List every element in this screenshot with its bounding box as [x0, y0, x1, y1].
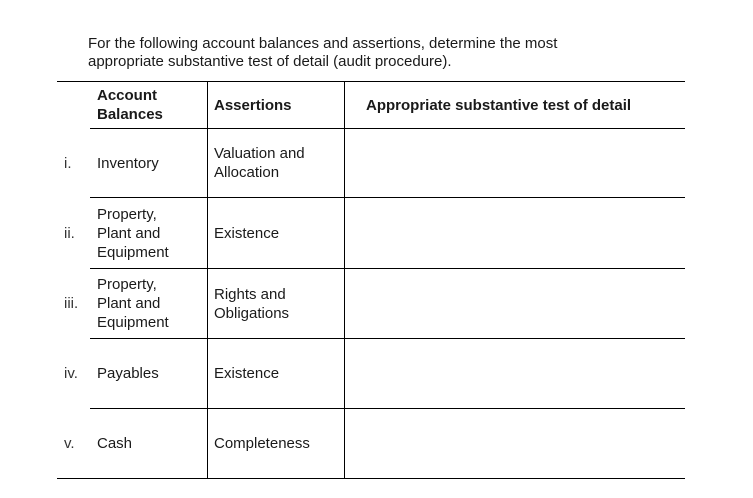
row-number: i. [64, 154, 72, 172]
assertion-cell: Valuation and Allocation [214, 145, 305, 181]
header-account-line-1: Account [97, 87, 157, 104]
header-account-balances [97, 83, 163, 127]
table-bottom-rule [57, 478, 685, 479]
assertion-cell: Rights and Obligations [214, 285, 290, 322]
test-cell[interactable] [346, 198, 684, 268]
intro-line-1: For the following account balances and assertions, determine the most [88, 35, 558, 52]
account-cell: Cash [97, 435, 133, 452]
account-cell: Inventory [97, 154, 159, 172]
assertion-cell: Existence [214, 224, 280, 242]
account-cell: Payables [97, 365, 159, 382]
header-substantive-test: Appropriate substantive test of detail [366, 96, 632, 114]
intro-line-2: appropriate substantive test of detail (audit procedure). [88, 53, 452, 70]
intro-paragraph [88, 35, 648, 71]
header-account-line-2: Balances [97, 106, 163, 123]
test-cell[interactable] [346, 339, 684, 408]
assertion-cell: Completeness [214, 435, 310, 452]
test-cell[interactable] [346, 409, 684, 478]
account-cell: Property, Plant and Equipment [97, 205, 169, 261]
column-divider-2 [344, 81, 345, 479]
test-cell[interactable] [346, 269, 684, 338]
row-number: ii. [64, 224, 75, 242]
header-assertions: Assertions [214, 96, 292, 114]
row-number: iii. [64, 295, 79, 312]
row-number: iv. [64, 365, 78, 382]
account-cell: Property, Plant and Equipment [97, 276, 169, 331]
row-number: v. [64, 435, 75, 452]
test-cell[interactable] [346, 129, 684, 197]
column-divider-1 [207, 81, 208, 479]
table-top-rule [57, 81, 685, 82]
assertion-cell: Existence [214, 365, 280, 382]
